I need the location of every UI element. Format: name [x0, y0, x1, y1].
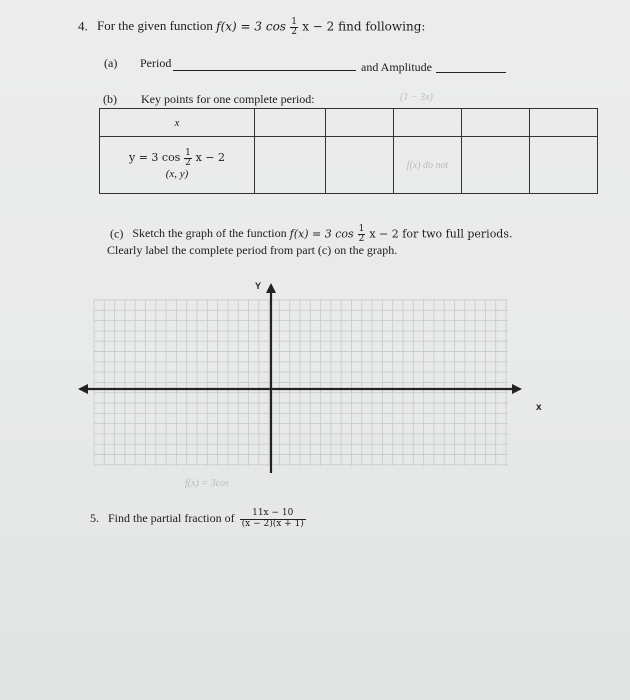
x-axis-arrow-right: [512, 384, 522, 394]
row-y-tail: x − 2: [195, 150, 225, 164]
x-axis-label: x: [536, 402, 542, 413]
problem-4-intro: For the given function: [97, 18, 213, 34]
amplitude-label: and Amplitude: [361, 60, 432, 74]
key-points-label: Key points for one complete period:: [141, 92, 315, 106]
y-axis-arrow-up: [266, 283, 276, 293]
grid-lines: [94, 300, 508, 466]
fraction-denominator: 2: [358, 234, 365, 244]
row-y-subheading: (x, y): [165, 167, 189, 180]
y-axis-label: Y: [255, 281, 262, 291]
problem-5-number: 5.: [90, 511, 99, 526]
bleed-through-text-a: (1 − 3x): [400, 92, 433, 103]
part-c-function: f(x) = 3 cos: [289, 227, 354, 241]
part-c-tail: x − 2 for two full periods.: [369, 227, 513, 241]
problem-5: [90, 509, 306, 530]
period-label: Period: [140, 56, 172, 70]
fraction-denominator: 2: [291, 27, 297, 37]
bleed-through-text-b: f(x) = 3cos: [185, 478, 229, 489]
part-a-tag: (a): [104, 56, 118, 70]
fraction-numerator: 1: [291, 17, 297, 27]
fraction-denominator: 2: [185, 157, 191, 168]
fraction-numerator: 1: [185, 147, 191, 158]
part-b-tag: (b): [103, 92, 117, 106]
problem-5-denominator: (x − 2)(x + 1): [241, 518, 304, 529]
fraction-numerator: 1: [358, 224, 365, 234]
x-axis-arrow-left: [78, 384, 88, 394]
part-c-tag: (c): [110, 226, 124, 241]
problem-5-text: Find the partial fraction of: [108, 511, 235, 526]
part-c-intro: Sketch the graph of the function: [132, 226, 287, 241]
problem-4-tail: x − 2 find following:: [302, 19, 426, 34]
row-header-x: x: [100, 109, 255, 137]
problem-4-function: f(x) = 3 cos: [216, 19, 286, 34]
bleed-through-text-c: f(x) do not: [406, 160, 449, 171]
part-c-line-2: Clearly label the complete period from part (c) on the graph.: [107, 243, 398, 257]
problem-5-fraction: [240, 509, 306, 530]
row-y-function: y = 3 cos: [128, 150, 181, 164]
problem-5-numerator: 11x − 10: [240, 509, 306, 520]
problem-4-number: 4.: [78, 18, 88, 34]
